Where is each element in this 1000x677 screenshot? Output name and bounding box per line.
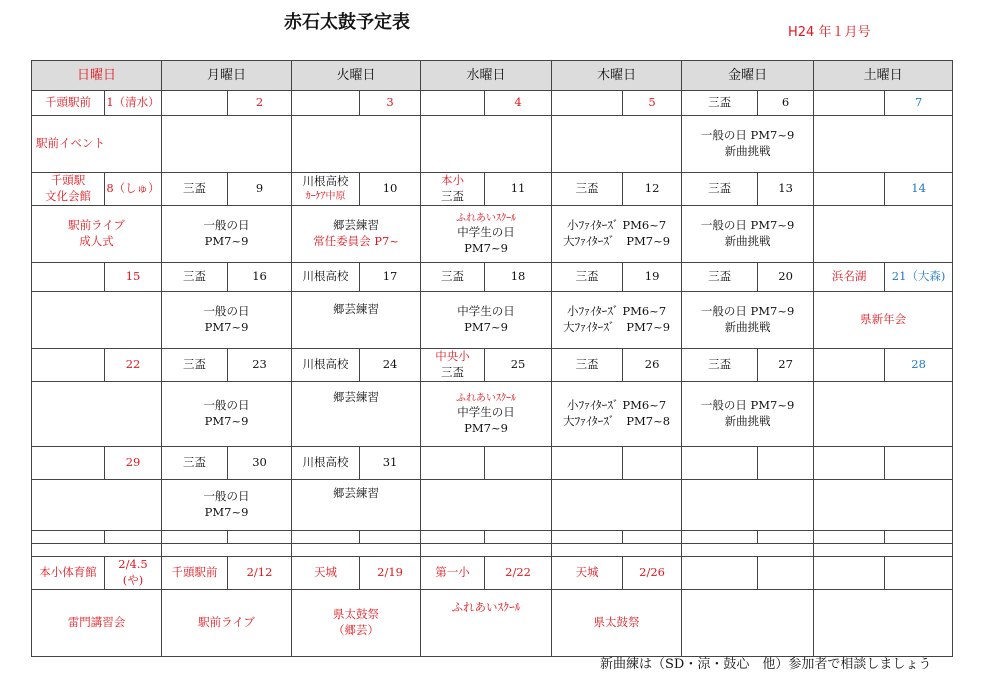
- note-cell: [162, 206, 292, 263]
- note-cell: [682, 480, 814, 531]
- note-line: 大ﾌｧｲﾀｰｽﾞ PM7~9: [563, 320, 671, 334]
- date-cell: 10: [360, 173, 421, 206]
- note-line: 新曲挑戦: [724, 414, 771, 428]
- feb-note-row: [32, 590, 953, 657]
- date-cell: 25: [485, 349, 552, 382]
- note-line: 一般の日: [203, 304, 250, 319]
- location-cell: 三盃: [162, 447, 228, 480]
- location-cell: 三盃: [162, 263, 228, 292]
- weekday-tue: 火曜日: [292, 61, 421, 91]
- location-cell: [682, 531, 758, 544]
- date-cell: 2/12: [228, 557, 292, 590]
- note-cell: [421, 544, 552, 557]
- note-cell: [162, 116, 292, 173]
- date-cell: 3: [360, 91, 421, 116]
- note-line: 小ﾌｧｲﾀｰｽﾞ PM6~7: [566, 304, 667, 319]
- location-cell: 三盃: [682, 91, 758, 116]
- date-cell: [885, 531, 953, 544]
- location-cell: 天城: [552, 557, 623, 590]
- date-line: (や): [122, 573, 144, 587]
- date-cell: 5: [623, 91, 682, 116]
- location-cell: 本小体育館: [32, 557, 105, 590]
- note-cell: [552, 116, 682, 173]
- note-line: 小ﾌｧｲﾀｰｽﾞ PM6~7: [566, 398, 667, 413]
- location-cell: [814, 173, 885, 206]
- note-cell: [32, 292, 162, 349]
- location-cell: [814, 531, 885, 544]
- note-cell: [162, 382, 292, 447]
- location-cell: [32, 349, 105, 382]
- location-cell: [32, 531, 105, 544]
- note-cell: [682, 544, 814, 557]
- weekday-wed: 水曜日: [421, 61, 552, 91]
- date-cell: 20: [758, 263, 814, 292]
- location-cell: [32, 263, 105, 292]
- date-cell: [360, 531, 421, 544]
- date-cell: 13: [758, 173, 814, 206]
- location-cell: 川根高校: [292, 349, 360, 382]
- location-cell: [292, 173, 360, 206]
- note-line: 郷芸練習: [333, 390, 380, 404]
- note-cell: [32, 206, 162, 263]
- note-cell: [421, 480, 552, 531]
- location-line: 川根高校: [302, 174, 349, 189]
- note-cell: [421, 382, 552, 447]
- location-cell: 三盃: [162, 349, 228, 382]
- note-cell: [814, 206, 953, 263]
- footer-note: 新曲練は（SD・涼・鼓心 他）参加者で相談しましょう: [600, 657, 932, 672]
- weekday-thu: 木曜日: [552, 61, 682, 91]
- location-cell: [421, 91, 485, 116]
- location-cell: [682, 557, 758, 590]
- date-cell: [758, 531, 814, 544]
- location-cell: [421, 531, 485, 544]
- date-cell: 26: [623, 349, 682, 382]
- note-line: 一般の日 PM7~9: [700, 128, 795, 143]
- note-line: 一般の日 PM7~9: [700, 304, 795, 319]
- location-cell: [32, 447, 105, 480]
- note-cell: [32, 544, 162, 557]
- date-cell: 4: [485, 91, 552, 116]
- note-cell: [32, 480, 162, 531]
- date-line: 2/4.5: [118, 557, 148, 572]
- note-cell: [814, 116, 953, 173]
- note-line: PM7~9: [464, 320, 508, 334]
- date-cell: 2/26: [623, 557, 682, 590]
- note-line: 郷芸練習: [333, 218, 380, 233]
- note-line: 一般の日: [203, 398, 250, 413]
- weekday-header-row: [32, 61, 953, 91]
- location-line: ｶｰｹｱ中原: [305, 191, 346, 202]
- note-cell: [421, 206, 552, 263]
- note-line: 県太鼓祭: [333, 607, 380, 622]
- location-cell: 三盃: [552, 263, 623, 292]
- note-line: 中学生の日: [457, 304, 515, 319]
- location-cell: 川根高校: [292, 263, 360, 292]
- location-cell: 三盃: [552, 349, 623, 382]
- note-cell: 駅前イベント: [32, 116, 162, 173]
- note-cell: [32, 382, 162, 447]
- date-cell: [758, 557, 814, 590]
- note-line: PM7~9: [204, 505, 249, 519]
- date-cell: 2/22: [485, 557, 552, 590]
- note-line: ふれあいｽｸｰﾙ: [456, 212, 517, 224]
- date-cell: 18: [485, 263, 552, 292]
- note-cell: [814, 590, 953, 657]
- location-line: 文化会館: [45, 189, 91, 203]
- note-line: 新曲挑戦: [724, 320, 771, 334]
- note-cell: [162, 480, 292, 531]
- location-cell: [292, 91, 360, 116]
- note-line: 小ﾌｧｲﾀｰｽﾞ PM6~7: [566, 218, 667, 233]
- note-cell: 雷門講習会: [32, 590, 162, 657]
- location-cell: 三盃: [552, 173, 623, 206]
- week5-date-row: [32, 447, 953, 480]
- date-cell: 11: [485, 173, 552, 206]
- date-cell: 23: [228, 349, 292, 382]
- location-cell: 千頭駅前: [32, 91, 105, 116]
- note-cell: [552, 382, 682, 447]
- note-line: 成人式: [79, 234, 114, 248]
- note-cell: [292, 206, 421, 263]
- date-cell: 24: [360, 349, 421, 382]
- weekday-sun: 日曜日: [32, 61, 162, 91]
- location-line: 中央小: [435, 349, 470, 364]
- date-cell: 15: [105, 263, 162, 292]
- date-cell: [885, 557, 953, 590]
- location-line: 本小: [441, 173, 465, 188]
- note-cell: [552, 544, 682, 557]
- note-line: 一般の日: [203, 489, 250, 504]
- note-cell: [292, 544, 421, 557]
- week5-note-row: [32, 480, 953, 531]
- date-cell: 2/19: [360, 557, 421, 590]
- date-cell: 27: [758, 349, 814, 382]
- note-cell: [421, 292, 552, 349]
- location-cell: [421, 447, 485, 480]
- note-cell: ふれあいｽｸｰﾙ: [421, 590, 552, 657]
- note-line: 中学生の日: [457, 225, 515, 240]
- note-line: 常任委員会 P7~: [313, 234, 399, 248]
- week3-note-row: [32, 292, 953, 349]
- location-cell: 三盃: [421, 263, 485, 292]
- note-line: （郷芸）: [333, 623, 380, 637]
- week1-date-row: [32, 91, 953, 116]
- location-cell: 浜名湖: [814, 263, 885, 292]
- date-cell: [885, 447, 953, 480]
- date-cell: 1（清水）: [105, 91, 162, 116]
- schedule-table: [31, 60, 953, 657]
- location-cell: 三盃: [162, 173, 228, 206]
- week3-date-row: [32, 263, 953, 292]
- note-line: PM7~9: [204, 414, 249, 428]
- location-cell: [162, 531, 228, 544]
- note-line: 新曲挑戦: [724, 144, 771, 158]
- date-cell: [758, 447, 814, 480]
- location-cell: [552, 447, 623, 480]
- week6-note-row: [32, 544, 953, 557]
- note-line: 一般の日 PM7~9: [700, 218, 795, 233]
- location-line: 千頭駅: [50, 173, 86, 188]
- note-line: 大ﾌｧｲﾀｰｽﾞ PM7~8: [563, 414, 671, 428]
- note-cell: [292, 116, 421, 173]
- note-cell: [552, 206, 682, 263]
- note-cell: [682, 116, 814, 173]
- location-cell: [814, 91, 885, 116]
- date-cell: 9: [228, 173, 292, 206]
- note-cell: [682, 206, 814, 263]
- location-cell: 川根高校: [292, 447, 360, 480]
- note-line: 郷芸練習: [333, 302, 380, 316]
- date-cell: 17: [360, 263, 421, 292]
- date-cell: 7: [885, 91, 953, 116]
- date-cell: 2: [228, 91, 292, 116]
- note-line: 一般の日 PM7~9: [700, 398, 795, 413]
- note-cell: [421, 116, 552, 173]
- date-cell: 6: [758, 91, 814, 116]
- week1-note-row: [32, 116, 953, 173]
- note-cell: [814, 382, 953, 447]
- location-cell: [814, 447, 885, 480]
- location-line: 三盃: [441, 189, 465, 203]
- note-cell: [814, 292, 953, 349]
- location-cell: [421, 349, 485, 382]
- note-line: PM7~9: [204, 320, 249, 334]
- date-cell: [228, 531, 292, 544]
- location-cell: [552, 91, 623, 116]
- date-cell: 29: [105, 447, 162, 480]
- location-cell: [292, 531, 360, 544]
- location-cell: [682, 447, 758, 480]
- note-line: PM7~9: [464, 420, 508, 435]
- week4-date-row: [32, 349, 953, 382]
- location-cell: [552, 531, 623, 544]
- date-cell: [623, 531, 682, 544]
- note-cell: 駅前ライブ: [162, 590, 292, 657]
- week6-date-row: [32, 531, 953, 544]
- date-cell: 8（しゅ）: [105, 173, 162, 206]
- note-cell: [292, 292, 421, 349]
- date-cell: 28: [885, 349, 953, 382]
- page-title: 赤石太鼓予定表: [284, 12, 410, 33]
- issue-label: H24 年１月号: [788, 25, 871, 40]
- note-cell: 県太鼓祭: [552, 590, 682, 657]
- date-cell: [105, 531, 162, 544]
- note-cell: [292, 382, 421, 447]
- date-cell: 19: [623, 263, 682, 292]
- date-cell: 16: [228, 263, 292, 292]
- feb-date-row: [32, 557, 953, 590]
- location-cell: 三盃: [682, 349, 758, 382]
- location-cell: 第一小: [421, 557, 485, 590]
- date-cell: [485, 447, 552, 480]
- date-cell: [623, 447, 682, 480]
- note-line: PM7~9: [464, 240, 508, 255]
- note-cell: [682, 382, 814, 447]
- note-line: 駅前ライブ: [68, 218, 125, 233]
- note-line: 新曲挑戦: [724, 234, 771, 248]
- note-cell: [292, 480, 421, 531]
- date-cell: 21（大森): [885, 263, 953, 292]
- location-cell: [162, 91, 228, 116]
- note-cell: [292, 590, 421, 657]
- date-cell: 14: [885, 173, 953, 206]
- note-cell: [162, 292, 292, 349]
- location-cell: [32, 173, 105, 206]
- location-cell: 三盃: [682, 173, 758, 206]
- date-cell: 30: [228, 447, 292, 480]
- note-cell: [682, 590, 814, 657]
- location-cell: [814, 349, 885, 382]
- location-cell: [814, 557, 885, 590]
- note-cell: [682, 292, 814, 349]
- location-line: 三盃: [441, 365, 465, 379]
- note-cell: [814, 480, 953, 531]
- date-cell: 12: [623, 173, 682, 206]
- note-line: ふれあいｽｸｰﾙ: [456, 392, 517, 404]
- note-line: 県新年会: [860, 312, 907, 327]
- date-cell: [485, 531, 552, 544]
- date-cell: 22: [105, 349, 162, 382]
- week2-note-row: [32, 206, 953, 263]
- note-cell: [552, 480, 682, 531]
- location-cell: [421, 173, 485, 206]
- note-line: 一般の日: [203, 218, 250, 233]
- location-cell: 天城: [292, 557, 360, 590]
- weekday-fri: 金曜日: [682, 61, 814, 91]
- note-line: PM7~9: [204, 234, 249, 248]
- note-cell: [814, 544, 953, 557]
- note-line: 大ﾌｧｲﾀｰｽﾞ PM7~9: [563, 234, 671, 248]
- note-line: 郷芸練習: [333, 486, 380, 500]
- date-cell: 31: [360, 447, 421, 480]
- week2-date-row: [32, 173, 953, 206]
- note-line: 中学生の日: [457, 405, 515, 420]
- note-cell: [162, 544, 292, 557]
- location-cell: 千頭駅前: [162, 557, 228, 590]
- note-cell: [552, 292, 682, 349]
- weekday-sat: 土曜日: [814, 61, 953, 91]
- weekday-mon: 月曜日: [162, 61, 292, 91]
- week4-note-row: [32, 382, 953, 447]
- location-cell: 三盃: [682, 263, 758, 292]
- date-cell: [105, 557, 162, 590]
